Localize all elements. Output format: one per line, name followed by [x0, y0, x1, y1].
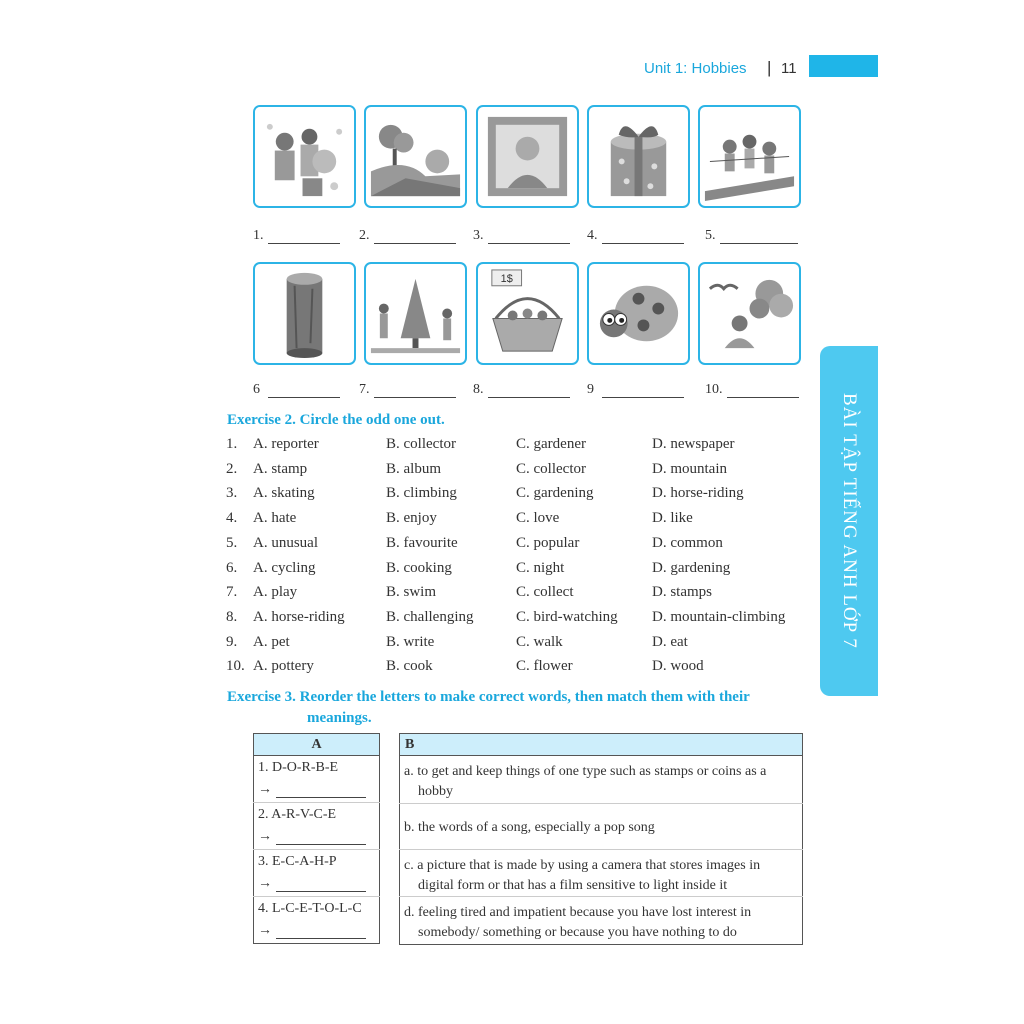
blank-8-number: 8. [473, 382, 484, 397]
arrow-icon: → [258, 876, 272, 891]
picture-6-log [253, 262, 356, 365]
column-a-item [254, 850, 380, 897]
answer-blank-5[interactable] [720, 232, 798, 244]
exercise-2-title: Exercise 2. Circle the odd one out. [227, 412, 445, 428]
picture-8-basket [476, 262, 579, 365]
blank-1-number: 1. [253, 228, 264, 243]
scrambled-word-2: 2. A-R-V-C-E [258, 807, 337, 822]
option-d[interactable]: D. newspaper [652, 436, 735, 452]
column-a-item [254, 897, 380, 944]
gift-box-icon [589, 107, 688, 206]
option-b[interactable]: B. cooking [386, 559, 452, 576]
arrow-icon: → [258, 782, 272, 797]
option-d[interactable]: D. mountain-climbing [652, 608, 786, 625]
option-b[interactable]: B. challenging [386, 608, 474, 625]
option-d[interactable]: D. gardening [652, 559, 731, 576]
option-b[interactable]: B. enjoy [386, 510, 437, 527]
question-number: 8. [226, 608, 238, 625]
answer-blank-3[interactable] [488, 232, 570, 244]
option-b[interactable]: B. album [386, 460, 441, 477]
option-b[interactable]: B. swim [386, 584, 437, 601]
side-tab [820, 346, 878, 696]
option-d[interactable]: D. wood [652, 658, 704, 675]
ladybug-icon [589, 264, 688, 363]
question-number: 4. [226, 510, 238, 527]
blank-2-number: 2. [359, 228, 370, 243]
option-c[interactable]: C. bird-watching [516, 608, 618, 625]
side-tab-label: BÀI TẬP TIẾNG ANH LỚP 7 [839, 393, 860, 649]
option-a[interactable]: A. hate [253, 510, 297, 527]
price-tag-text: 1$ [500, 272, 513, 285]
blank-3-number: 3. [473, 228, 484, 243]
column-a-header: A [254, 734, 380, 756]
portrait-icon [478, 107, 577, 206]
running-kids-icon [700, 107, 799, 206]
blank-4-number: 4. [587, 228, 598, 243]
bird-watching-icon [700, 264, 799, 363]
question-number: 1. [226, 436, 238, 452]
option-a[interactable]: A. unusual [253, 534, 318, 551]
landscape-icon [366, 107, 465, 206]
question-number: 10. [226, 658, 245, 675]
option-a[interactable]: A. pet [253, 633, 290, 650]
option-d[interactable]: D. like [652, 510, 693, 527]
option-c[interactable]: C. night [516, 559, 565, 576]
option-c[interactable]: C. collect [516, 584, 574, 601]
wood-log-icon [255, 264, 354, 363]
blank-5-number: 5. [705, 228, 716, 243]
option-a[interactable]: A. cycling [253, 559, 316, 576]
option-d[interactable]: D. horse-riding [652, 485, 744, 502]
answer-blank-9[interactable] [602, 386, 684, 398]
answer-blank-4[interactable] [602, 232, 684, 244]
picture-9-ladybug [587, 262, 690, 365]
header-separator: | [767, 58, 772, 77]
question-number: 3. [226, 485, 238, 502]
answer-blank-2[interactable] [374, 232, 456, 244]
option-b[interactable]: B. cook [386, 658, 433, 675]
answer-line-a2[interactable] [276, 835, 366, 845]
question-number: 6. [226, 559, 238, 576]
page-number: 11 [781, 60, 797, 77]
option-d[interactable]: D. stamps [652, 584, 712, 601]
unit-title: Unit 1: Hobbies [644, 60, 747, 77]
answer-blank-8[interactable] [488, 386, 570, 398]
answer-line-a1[interactable] [276, 788, 366, 798]
option-c[interactable]: C. collector [516, 460, 586, 477]
column-a-item [254, 803, 380, 850]
header-accent-bar [809, 55, 878, 77]
answer-blank-7[interactable] [374, 386, 456, 398]
answer-line-a3[interactable] [276, 882, 366, 892]
meaning-c: c. a picture that is made by using a camera that stores images in digital form or that has a film sensitive to light inside it [400, 850, 803, 897]
blank-7-number: 7. [359, 382, 370, 397]
option-c[interactable]: C. popular [516, 534, 580, 551]
question-number: 2. [226, 460, 238, 477]
picture-1-collage [253, 105, 356, 208]
exercise-3-title: Exercise 3. Reorder the letters to make correct words, then match them with their [227, 689, 750, 705]
meaning-a: a. to get and keep things of one type such as stamps or coins as a hobby [400, 756, 803, 804]
picture-5-race [698, 105, 801, 208]
answer-blank-1[interactable] [268, 232, 340, 244]
arrow-icon: → [258, 829, 272, 844]
family-collage-icon [255, 107, 354, 206]
question-number: 5. [226, 534, 238, 551]
picture-3-portrait [476, 105, 579, 208]
question-number: 9. [226, 633, 238, 650]
column-b-table [399, 733, 803, 945]
answer-blank-6[interactable] [268, 386, 340, 398]
question-number: 7. [226, 584, 238, 601]
meaning-d: d. feeling tired and impatient because you have lost interest in somebody/ something or because you have nothing to do [400, 897, 803, 945]
option-a[interactable]: A. play [253, 584, 298, 601]
option-b[interactable]: B. climbing [386, 485, 457, 502]
picture-2-landscape [364, 105, 467, 208]
answer-line-a4[interactable] [276, 929, 366, 939]
option-c[interactable]: C. gardener [516, 436, 586, 452]
picture-10-birdwatching [698, 262, 801, 365]
exercise-3-title-cont: meanings. [307, 710, 372, 726]
blank-6-number: 6 [253, 382, 260, 397]
arrow-icon: → [258, 923, 272, 938]
scrambled-word-4: 4. L-C-E-T-O-L-C [258, 901, 362, 916]
column-a-item [254, 756, 380, 803]
option-a[interactable]: A. reporter [253, 436, 319, 452]
picture-4-gift [587, 105, 690, 208]
option-c[interactable]: C. gardening [516, 485, 594, 502]
scrambled-word-1: 1. D-O-R-B-E [258, 760, 339, 775]
option-b[interactable]: B. favourite [386, 534, 458, 551]
option-c[interactable]: C. walk [516, 633, 563, 650]
scrambled-word-3: 3. E-C-A-H-P [258, 854, 337, 869]
meaning-b: b. the words of a song, especially a pop song [400, 804, 803, 850]
basket-icon [478, 264, 577, 363]
option-d[interactable]: D. mountain [652, 460, 727, 477]
option-a[interactable]: A. skating [253, 485, 315, 502]
option-b[interactable]: B. collector [386, 436, 456, 452]
blank-10-number: 10. [705, 382, 723, 397]
answer-blank-10[interactable] [727, 386, 799, 398]
column-a-table [253, 733, 380, 944]
option-a[interactable]: A. stamp [253, 460, 308, 477]
column-b-header: B [400, 734, 803, 756]
option-d[interactable]: D. eat [652, 633, 688, 650]
gardening-people-icon [366, 264, 465, 363]
blank-9-number: 9 [587, 382, 594, 397]
option-b[interactable]: B. write [386, 633, 435, 650]
option-a[interactable]: A. horse-riding [253, 608, 345, 625]
option-c[interactable]: C. flower [516, 658, 573, 675]
picture-7-gardening [364, 262, 467, 365]
option-c[interactable]: C. love [516, 510, 560, 527]
option-d[interactable]: D. common [652, 534, 723, 551]
option-a[interactable]: A. pottery [253, 658, 314, 675]
